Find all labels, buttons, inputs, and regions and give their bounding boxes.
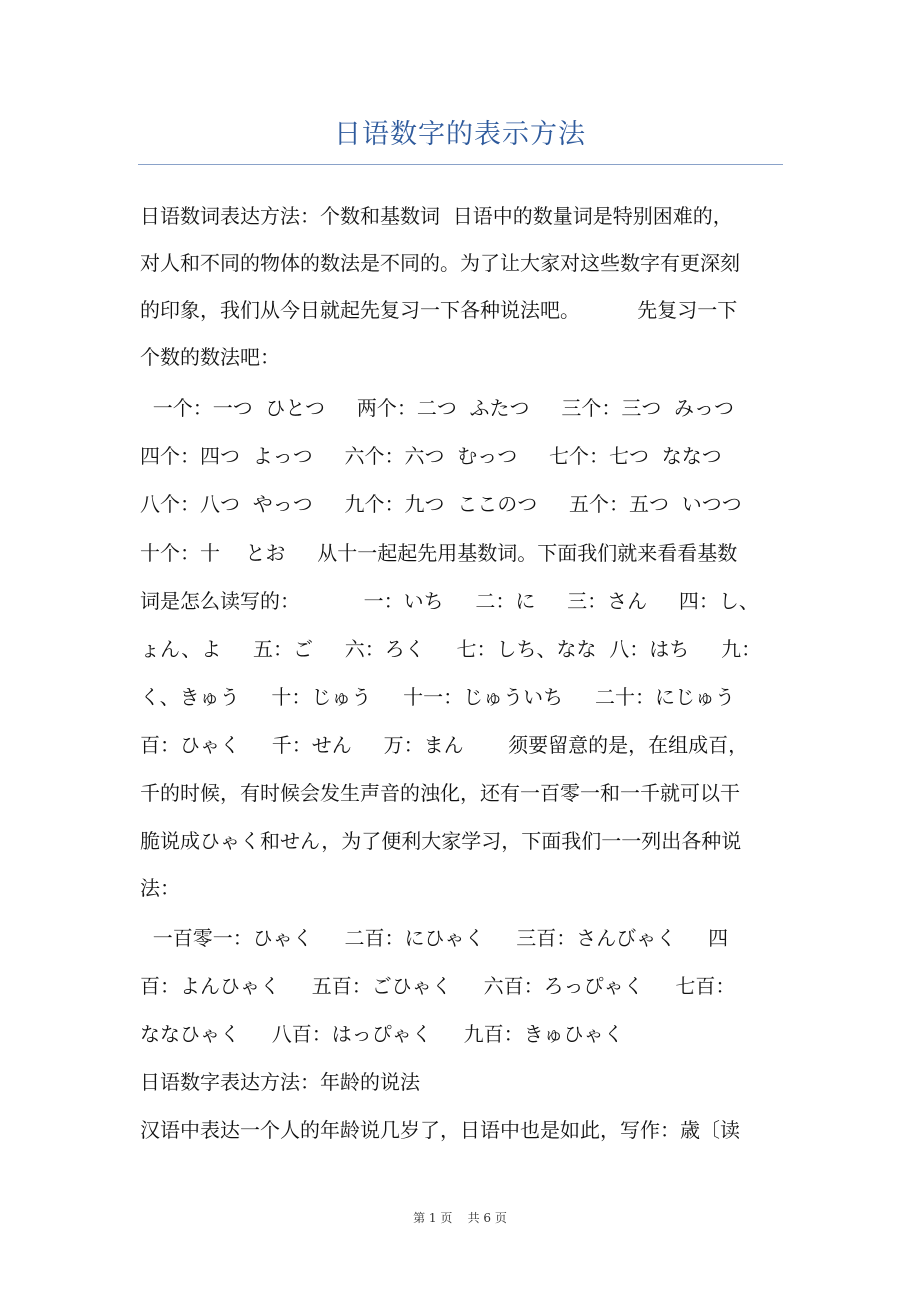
text-line: 的印象，我们从今日就起先复习一下各种说法吧。 先复习一下 bbox=[140, 298, 738, 322]
title-divider bbox=[138, 164, 783, 165]
text-line: 个数的数法吧： bbox=[140, 345, 280, 369]
text-line: 百：よんひゃく 五百：ごひゃく 六百：ろっぴゃく 七百： bbox=[140, 974, 736, 998]
text-line: 一个：一つ ひとつ 两个：二つ ふたつ 三个：三つ みっつ bbox=[140, 396, 735, 420]
text-line: 一百零一：ひゃく 二百：にひゃく 三百：さんびゃく 四 bbox=[140, 926, 729, 950]
text-line: 十个：十 とお 从十一起起先用基数词。下面我们就来看看基数 bbox=[140, 541, 738, 565]
text-line: 八个：八つ やっつ 九个：九つ ここのつ 五个：五つ いつつ bbox=[140, 492, 742, 516]
text-line: ょん、よ 五：ご 六：ろく 七：しち、なな 八：はち 九： bbox=[140, 637, 762, 661]
text-line: 脆说成ひゃく和せん，为了便利大家学习，下面我们一一列出各种说 bbox=[140, 829, 742, 853]
text-line: ななひゃく 八百：はっぴゃく 九百：きゅひゃく bbox=[140, 1022, 624, 1046]
text-line: 汉语中表达一个人的年龄说几岁了，日语中也是如此，写作：歳〔读 bbox=[140, 1118, 740, 1142]
text-line: く、きゅう 十：じゅう 十一：じゅういち 二十：にじゅう bbox=[140, 685, 735, 709]
page-number: 第 1 页 共 6 页 bbox=[413, 1211, 507, 1225]
text-line: 日语数字表达方法：年龄的说法 bbox=[140, 1070, 420, 1094]
page-title: 日语数字的表示方法 bbox=[334, 119, 586, 150]
text-line: 词是怎么读写的： 一：いち 二：に 三：さん 四：し、 bbox=[140, 589, 759, 613]
text-line: 四个：四つ よっつ 六个：六つ むっつ 七个：七つ ななつ bbox=[140, 444, 722, 468]
text-line: 千的时候，有时候会发生声音的浊化，还有一百零一和一千就可以干 bbox=[140, 781, 740, 805]
text-line: 对人和不同的物体的数法是不同的。为了让大家对这些数字有更深刻 bbox=[140, 251, 740, 275]
text-line: 日语数词表达方法：个数和基数词 日语中的数量词是特别困难的， bbox=[140, 204, 733, 228]
text-line: 百：ひゃく 千：せん 万：まん 须要留意的是，在组成百， bbox=[140, 733, 749, 757]
text-line: 法： bbox=[140, 876, 180, 900]
